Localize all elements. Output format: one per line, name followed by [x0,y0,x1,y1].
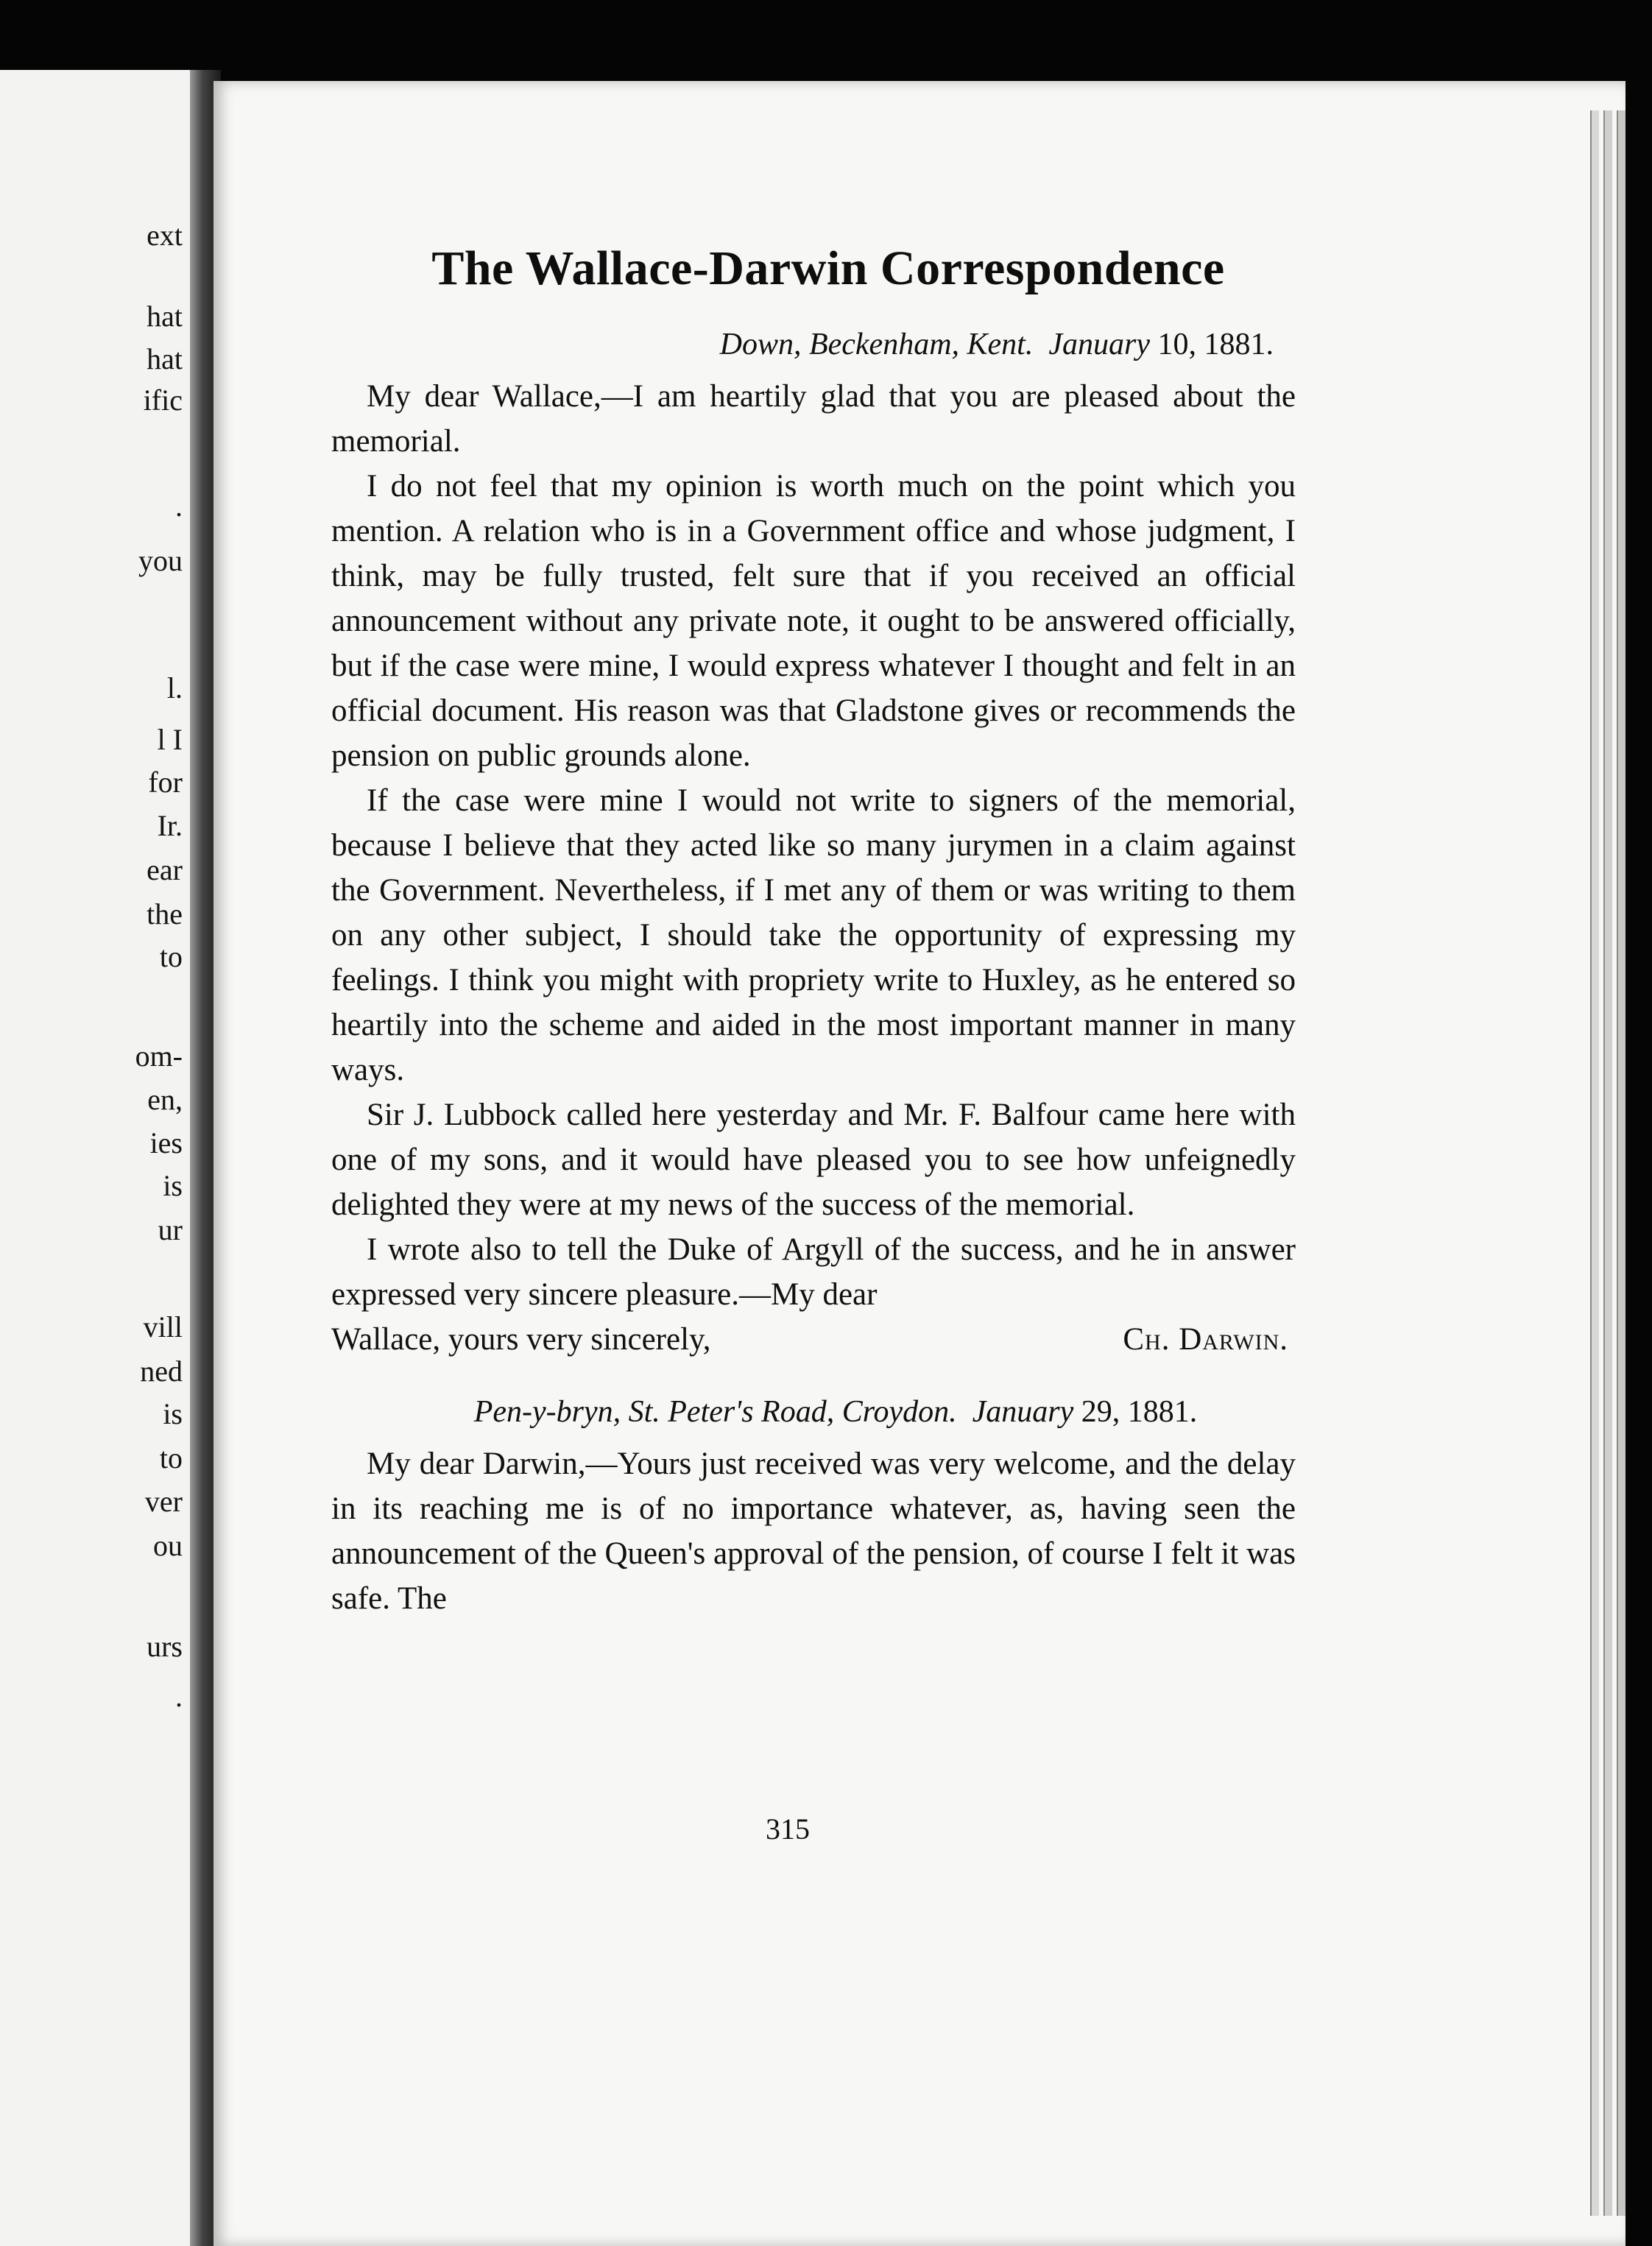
left-page-fragment: l I [157,723,183,756]
letter2-paragraph: My dear Darwin,—Yours just received was very welcome, and the delay in its reaching me is of no importance whatever, as, having seen the announcement of the Queen's approval of the pension, of course I felt it was safe. The [331,1447,1296,1616]
page-edge [1590,110,1599,2216]
letter2-date: 29, 1881. [1081,1395,1198,1429]
left-page-fragment: ver [144,1485,183,1518]
letter1-signoff [331,1317,1296,1362]
page-title: The Wallace-Darwin Correspondence [431,241,1225,295]
left-page-fragment: ific [143,384,183,417]
letter2-month: January [972,1395,1074,1429]
left-page-fragment: . [175,1680,183,1713]
left-page-fragment: to [159,1441,183,1475]
left-facing-page [0,70,190,2246]
left-page-fragment: ies [149,1126,183,1159]
left-page-fragment: ned [140,1355,183,1388]
left-page-fragment: hat [147,300,183,333]
letter1-paragraph: If the case were mine I would not write to signers of the memorial, because I believe that they acted like so many jurymen in a claim against the Government. Nevertheless, if I met any of them or was writing to them on any other subject, I should take the opportunity of expressing my feelings. I think you might with propriety write to Huxley, as he entered so heartily into the scheme and aided in the most important manner in many ways. [331,783,1296,1087]
page-edge [1617,110,1625,2216]
page-number: 315 [766,1812,810,1846]
letter1-signature: Ch. Darwin. [1123,1322,1288,1357]
left-page-fragment: ur [158,1213,183,1246]
letter2-place: Pen-y-bryn, St. Peter's Road, Croydon. [473,1395,957,1429]
left-page-fragment: to [159,940,183,973]
left-page-fragment: is [163,1397,183,1430]
left-page-fragment: Ir. [157,809,183,842]
left-page-fragment: you [138,544,183,577]
letter1-closing: Wallace, yours very sincerely, [331,1322,711,1357]
letter1-paragraph: My dear Wallace,—I am heartily glad that you are pleased about the memorial. [331,379,1296,459]
left-page-fragment: en, [147,1083,183,1116]
letter1-place: Down, Beckenham, Kent. [719,328,1034,361]
left-page-fragment: vill [143,1310,183,1343]
left-page-fragment: om- [135,1039,183,1073]
letter1-paragraph: Sir J. Lubbock called here yesterday and Mr. F. Balfour came here with one of my sons, and it would have pleased you to see how unfeignedly delighted they were at my news of the success of the memorial. [331,1098,1296,1222]
letter1-paragraph: I do not feel that my opinion is worth much on the point which you mention. A relation who is in a Government office and whose judgment, I think, may be fully trusted, felt sure that if you received an official announcement without any private note, it ought to be answered officially, but if the case were mine, I would express whatever I thought and felt in an official document. His reason was that Gladstone gives or recommends the pension on public grounds alone. [331,469,1296,773]
letter1-dateline [331,322,1296,367]
left-page-fragment: . [175,490,183,523]
left-page-fragment: the [147,897,183,930]
left-page-fragment: ext [147,219,183,252]
page-edge [1603,110,1612,2216]
left-page-fragment: l. [166,671,183,704]
letter1-month: January [1048,328,1150,361]
left-page-fragment: is [163,1169,183,1202]
left-page-fragment: ou [153,1529,183,1562]
left-page-fragment: ear [147,853,183,886]
page-content [331,236,1296,1621]
letter2-dateline [331,1390,1296,1434]
left-page-fragment: urs [147,1630,183,1663]
left-page-fragment: for [148,766,183,799]
letter1-date: 10, 1881. [1157,328,1274,361]
left-page-fragment: hat [147,342,183,375]
letter1-paragraph: I wrote also to tell the Duke of Argyll of the success, and he in answer expressed very sincere pleasure.—My dear [331,1232,1296,1312]
